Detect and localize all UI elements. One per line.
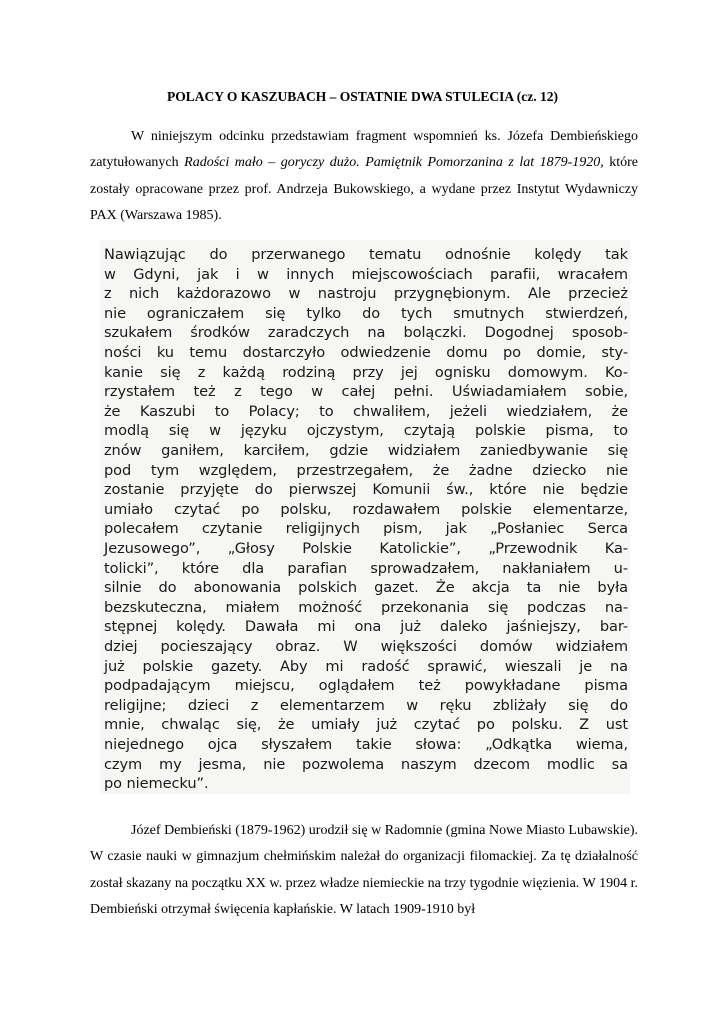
- quote-line: umiało czytać po polsku, rozdawałem polskie elementarze,: [104, 500, 628, 518]
- quote-line: szukałem środków zaradczych na bolączki. Dogodnej sposob-: [104, 324, 628, 342]
- quote-line: zostanie przyjęte do pierwszej Komunii św., które nie będzie: [104, 481, 628, 499]
- quote-line: religijne; dzieci z elementarzem w ręku zbliżały się do: [104, 696, 628, 714]
- scanned-quote: [100, 240, 630, 794]
- quote-line: czym my jesma, nie pozwolema naszym dzecom modlic sa: [104, 755, 628, 773]
- quote-line: mnie, chwaląc się, że umiały już czytać po polsku. Z ust: [104, 716, 628, 734]
- intro-text-start: W niniejszym odcinku przedstawiam fragment wspomnień ks. Józefa Dembieńskiego zatytułowanych: [90, 129, 638, 171]
- intro-text-end: które zostały opracowane przez prof. Andrzeja Bukowskiego, a wydane przez Instytut Wydawniczy PAX (Warszawa 1985).: [90, 155, 639, 224]
- quote-line: ności ku temu dostarczyło odwiedzenie domu po domie, sty-: [104, 344, 628, 361]
- quote-line: polecałem czytanie religijnych pism, jak „Posłaniec Serca: [104, 520, 628, 538]
- quote-line: nie ograniczałem się tylko do tych smutnych stwierdzeń,: [104, 304, 628, 322]
- quote-line: z nich każdorazowo w nastroju przygnębionym. Ale przecież: [104, 285, 628, 303]
- intro-paragraph: [90, 124, 638, 230]
- quote-line: niejednego ojca słyszałem takie słowa: „Odkątka wiema,: [104, 736, 628, 753]
- quote-line: rzystałem też z tego w całej pełni. Uświadamiałem sobie,: [104, 383, 628, 401]
- quote-line: pod tym względem, przestrzegałem, że żadne dziecko nie: [104, 461, 628, 479]
- document-title: POLACY O KASZUBACH – OSTATNIE DWA STULECIA (cz. 12): [167, 89, 558, 104]
- book-title: Radości mało – goryczy dużo. Pamiętnik Pomorzanina z lat 1879-1920,: [184, 155, 604, 171]
- quote-line: podpadającym miejscu, oglądałem też powykładane pisma: [104, 677, 628, 695]
- biography-paragraph: [90, 818, 638, 924]
- quote-line: bezskuteczna, miałem możność przekonania się podczas na-: [104, 598, 628, 616]
- quote-line: Nawiązując do przerwanego tematu odnośnie kolędy tak: [104, 246, 628, 263]
- quote-line: dziej pocieszający obraz. W większości domów widziałem: [104, 638, 628, 655]
- quote-line: tolicki”, które dla parafian sprowadzałem, nakłaniałem u-: [104, 559, 628, 577]
- quote-line: po niemecku”.: [104, 775, 209, 793]
- biography-text: Józef Dembieński (1879-1962) urodził się w Radomnie (gmina Nowe Miasto Lubawskie). W czasie nauki w gimnazjum chełmińskim należał do organizacji filomackiej. Za tę działalność został skazany na początku XX w. przez władze niemieckie na trzy tygodnie więzienia. W 1904 r. Dembieński otrzymał święcenia kapłańskie. W latach 1909-1910 był: [90, 823, 638, 918]
- quote-line: kanie się z każdą rodziną przy jej ognisku domowym. Ko-: [104, 363, 628, 381]
- quote-line: silnie do abonowania polskich gazet. Że akcja ta nie była: [104, 579, 628, 597]
- quote-line: że Kaszubi to Polacy; to chwaliłem, jeżeli wiedziałem, że: [104, 402, 628, 420]
- quote-line: znów ganiłem, karciłem, gdzie widziałem zaniedbywanie się: [104, 442, 628, 459]
- quote-line: Jezusowego”, „Głosy Polskie Katolickie”, „Przewodnik Ka-: [104, 540, 628, 557]
- quote-line: w Gdyni, jak i w innych miejscowościach parafii, wracałem: [104, 265, 628, 283]
- quote-line: stępnej kolędy. Dawała mi ona już daleko jaśniejszy, bar-: [104, 618, 628, 636]
- quote-line: już polskie gazety. Aby mi radość sprawić, wieszali je na: [104, 657, 628, 675]
- quote-line: modlą się w języku ojczystym, czytają polskie pisma, to: [104, 422, 628, 440]
